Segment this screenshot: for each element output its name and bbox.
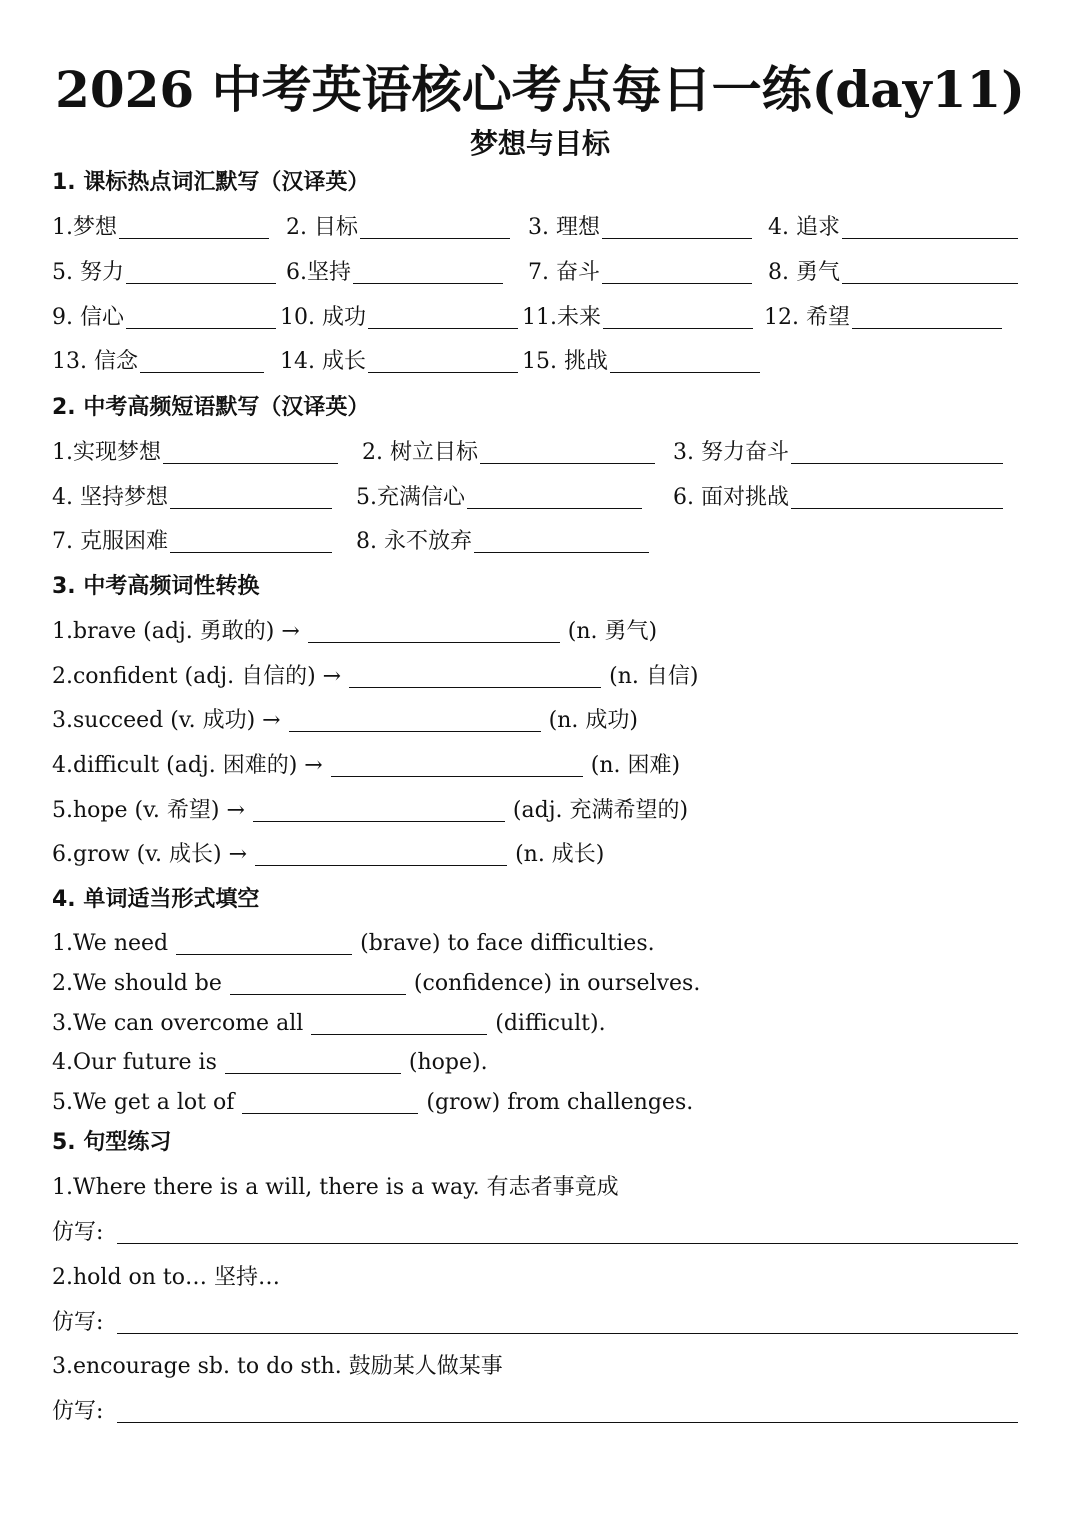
fill-blank-item: 5.We get a lot of (grow) from challenges. [52,1090,694,1115]
answer-blank[interactable] [230,972,406,995]
answer-blank[interactable] [360,216,510,239]
phrase-item: 6. 面对挑战 [673,483,1005,513]
answer-blank[interactable] [467,486,642,509]
vocab-item: 12. 希望 [764,303,1004,333]
imitation-answer-line[interactable] [117,1221,1018,1244]
conversion-item: 2.confident (adj. 自信的) → (n. 自信) [52,664,699,689]
answer-blank[interactable] [170,486,332,509]
vocab-item: 8. 勇气 [768,258,1020,288]
answer-blank[interactable] [311,1012,487,1035]
answer-blank[interactable] [602,261,752,284]
answer-blank[interactable] [480,441,655,464]
section-5-heading: 5. 句型练习 [52,1130,172,1155]
fill-blank-item: 3.We can overcome all (difficult). [52,1011,606,1036]
sentence-prompt: 1.Where there is a will, there is a way. 有志者事竟成 [52,1175,619,1200]
vocab-item: 14. 成长 [280,347,520,377]
answer-blank[interactable] [852,306,1002,329]
answer-blank[interactable] [255,843,507,866]
answer-blank[interactable] [126,261,276,284]
imitation-label: 仿写: [52,1310,104,1335]
answer-blank[interactable] [842,216,1018,239]
vocab-item: 10. 成功 [280,303,520,333]
phrase-item: 2. 树立目标 [362,438,657,468]
conversion-item: 1.brave (adj. 勇敢的) → (n. 勇气) [52,619,658,644]
fill-blank-item: 2.We should be (confidence) in ourselves. [52,971,701,996]
vocab-item: 1.梦想 [52,213,271,243]
vocab-item: 7. 奋斗 [528,258,754,288]
answer-blank[interactable] [253,799,505,822]
vocab-item: 2. 目标 [286,213,512,243]
imitation-row [52,1218,1018,1248]
answer-blank[interactable] [331,754,583,777]
vocab-item: 11.未来 [522,303,755,333]
phrase-item: 4. 坚持梦想 [52,483,334,513]
sentence-prompt: 3.encourage sb. to do sth. 鼓励某人做某事 [52,1354,503,1379]
section-4-heading: 4. 单词适当形式填空 [52,887,260,912]
conversion-item: 3.succeed (v. 成功) → (n. 成功) [52,708,638,733]
phrase-item: 5.充满信心 [356,483,644,513]
answer-blank[interactable] [368,350,518,373]
answer-blank[interactable] [126,306,276,329]
vocab-item: 3. 理想 [528,213,754,243]
conversion-item: 4.difficult (adj. 困难的) → (n. 困难) [52,753,681,778]
section-3-heading: 3. 中考高频词性转换 [52,574,260,599]
fill-blank-item: 1.We need (brave) to face difficulties. [52,931,655,956]
phrase-item: 7. 克服困难 [52,527,334,557]
answer-blank[interactable] [353,261,503,284]
sentence-prompt: 2.hold on to… 坚持… [52,1265,281,1290]
vocab-item: 15. 挑战 [522,347,762,377]
conversion-item: 5.hope (v. 希望) → (adj. 充满希望的) [52,798,689,823]
section-1-heading: 1. 课标热点词汇默写（汉译英） [52,170,370,195]
answer-blank[interactable] [602,216,752,239]
answer-blank[interactable] [289,709,541,732]
answer-blank[interactable] [474,530,649,553]
phrase-item: 8. 永不放弃 [356,527,651,557]
imitation-answer-line[interactable] [117,1400,1018,1423]
answer-blank[interactable] [610,350,760,373]
vocab-item: 6.坚持 [286,258,505,288]
fill-blank-item: 4.Our future is (hope). [52,1050,488,1075]
answer-blank[interactable] [368,306,518,329]
answer-blank[interactable] [308,620,560,643]
answer-blank[interactable] [170,530,332,553]
answer-blank[interactable] [842,261,1018,284]
section-2-heading: 2. 中考高频短语默写（汉译英） [52,395,370,420]
answer-blank[interactable] [119,216,269,239]
imitation-row [52,1397,1018,1427]
vocab-item: 4. 追求 [768,213,1020,243]
answer-blank[interactable] [603,306,753,329]
imitation-label: 仿写: [52,1220,104,1245]
imitation-label: 仿写: [52,1399,104,1424]
vocab-item: 5. 努力 [52,258,278,288]
answer-blank[interactable] [791,441,1003,464]
imitation-answer-line[interactable] [117,1311,1018,1334]
answer-blank[interactable] [163,441,338,464]
answer-blank[interactable] [242,1091,418,1114]
answer-blank[interactable] [349,665,601,688]
phrase-item: 3. 努力奋斗 [673,438,1005,468]
answer-blank[interactable] [791,486,1003,509]
answer-blank[interactable] [140,350,264,373]
imitation-row [52,1308,1018,1338]
vocab-item: 9. 信心 [52,303,278,333]
answer-blank[interactable] [225,1051,401,1074]
vocab-item: 13. 信念 [52,347,266,377]
phrase-item: 1.实现梦想 [52,438,340,468]
answer-blank[interactable] [176,932,352,955]
page-title: 2026 中考英语核心考点每日一练(day11) [55,60,1025,119]
page-subtitle: 梦想与目标 [469,127,610,160]
conversion-item: 6.grow (v. 成长) → (n. 成长) [52,842,605,867]
